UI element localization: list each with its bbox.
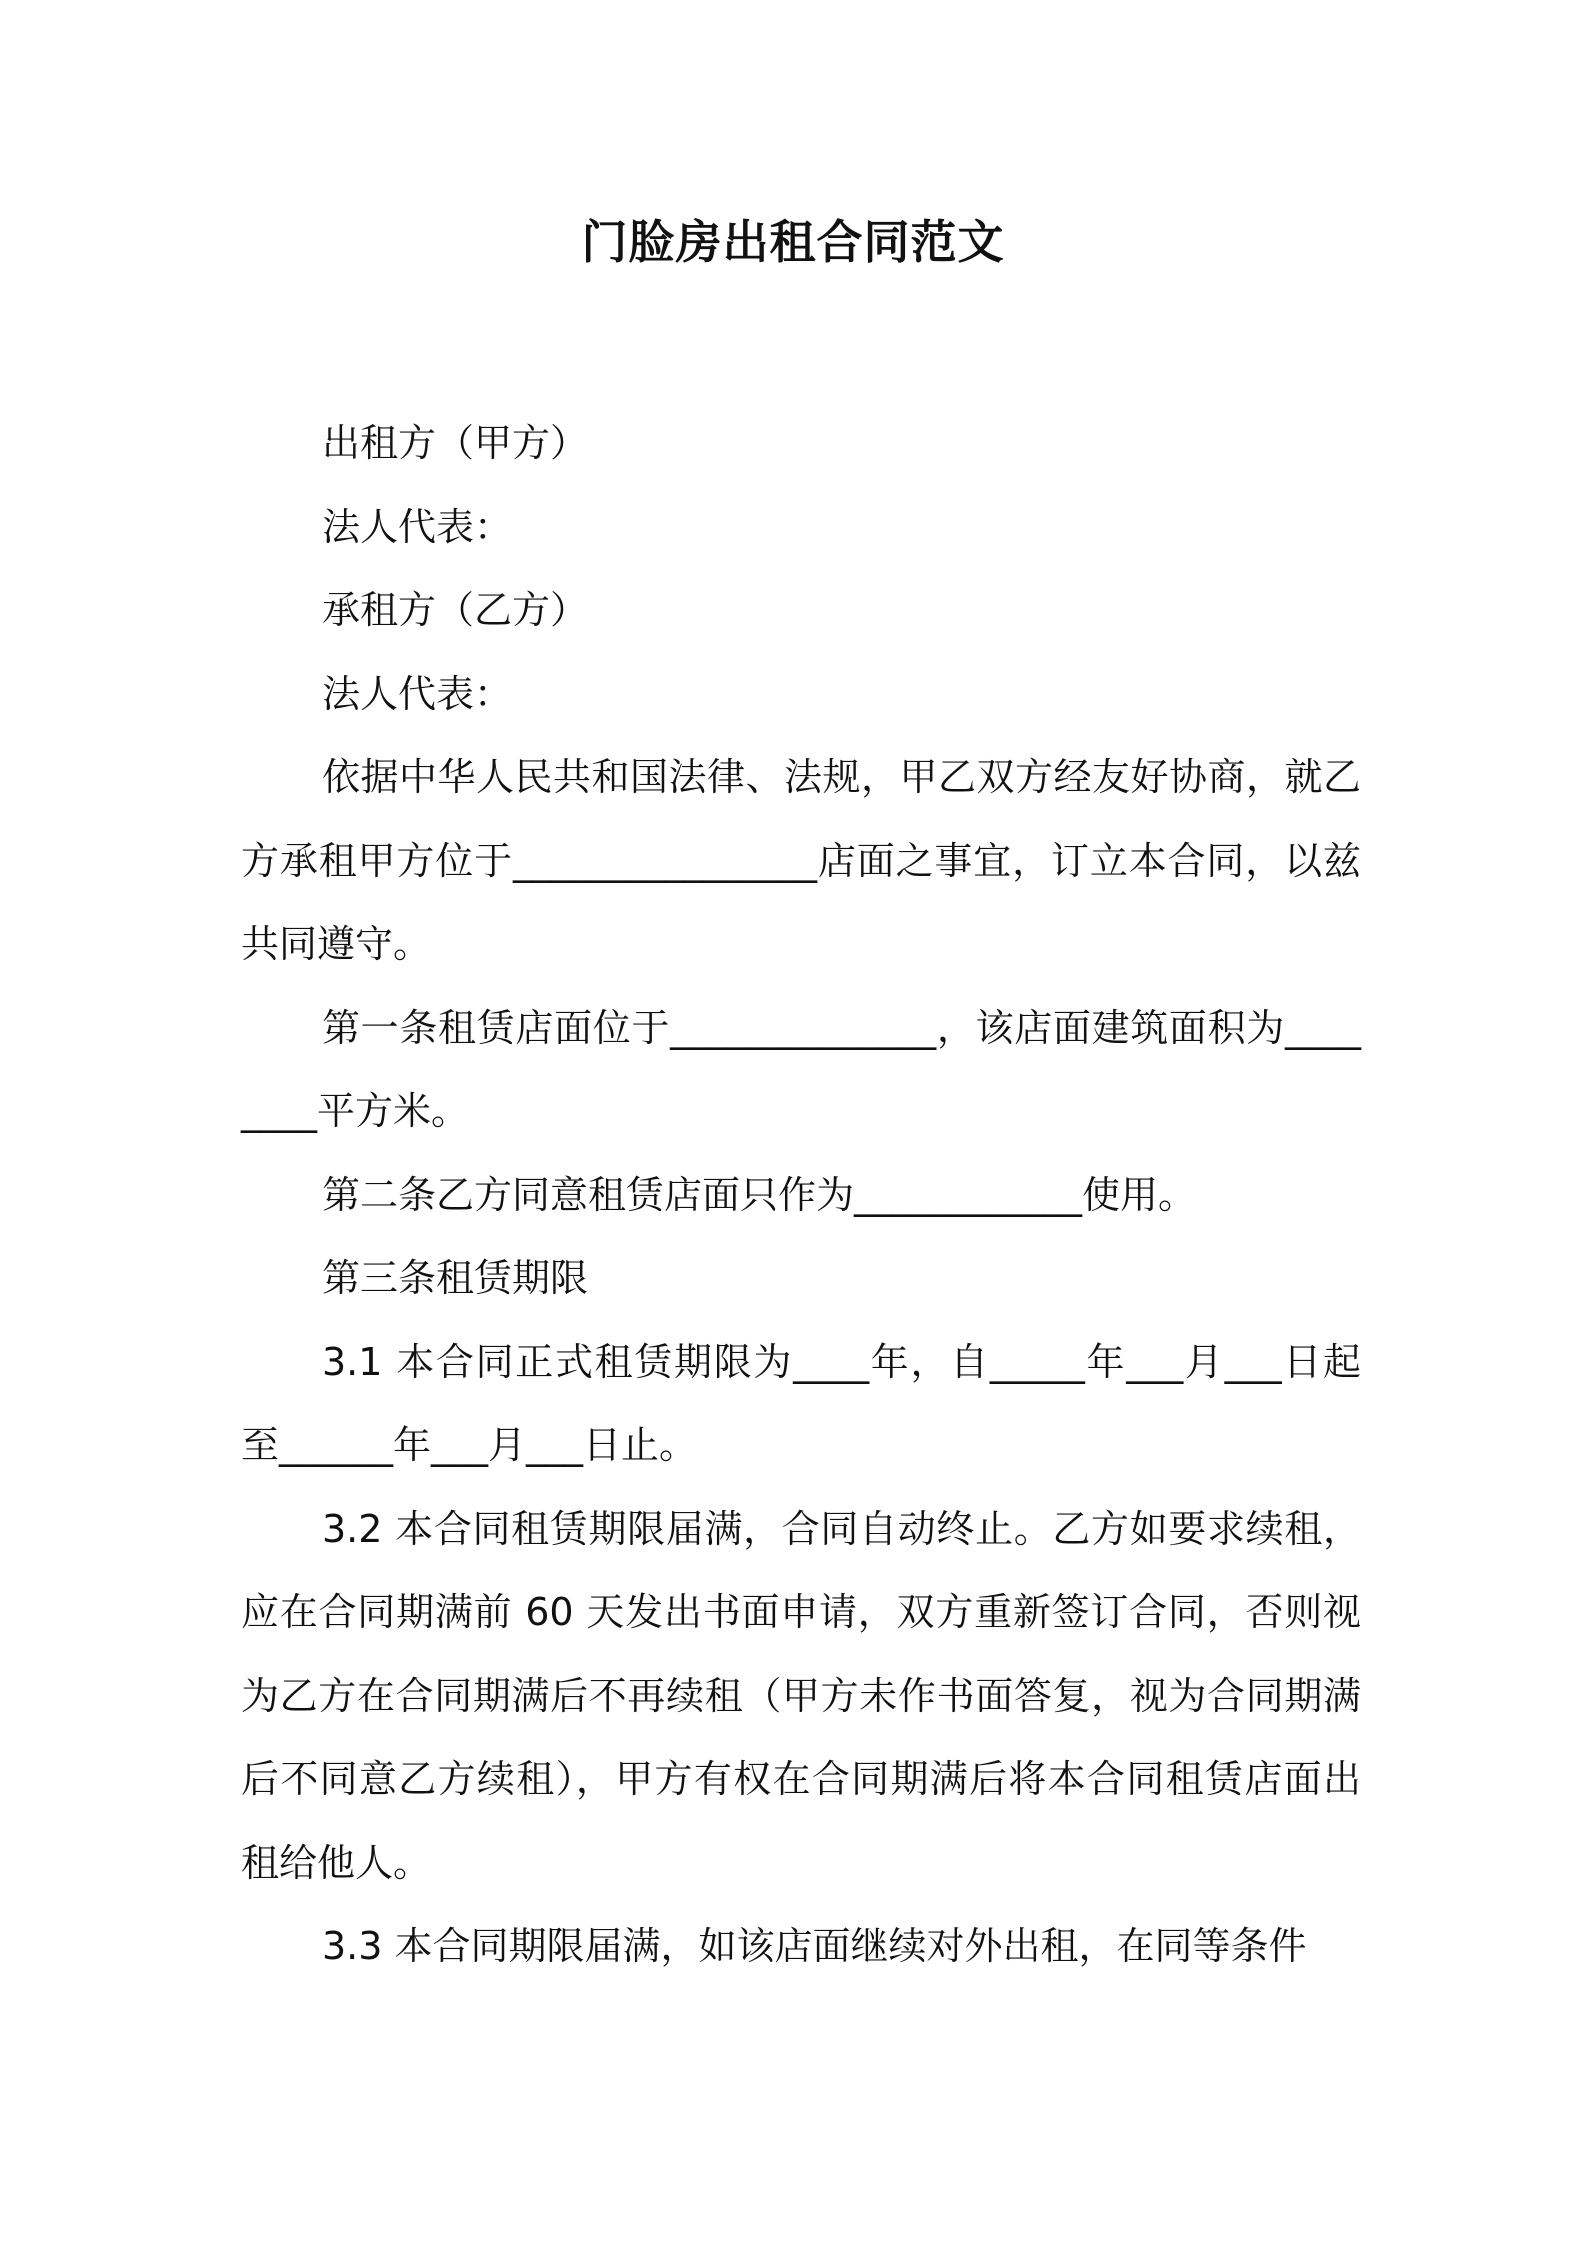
article-2-paragraph: 第二条乙方同意租赁店面只作为____________使用。 xyxy=(322,1172,1197,1217)
clause-3-2-paragraph: 3.2 本合同租赁期限届满，合同自动终止。乙方如要求续租，应在合同期满前 60 天发出书面申请，双方重新签订合同，否则视为乙方在合同期满后不再续租（甲方未作书面答复，视为合同期满后不同意乙方续租），甲方有权在合同期满后将本合同租赁店面出租给他人。 xyxy=(241,1506,1361,1885)
party-b-label: 承租方（乙方） xyxy=(322,588,589,632)
article-3-heading: 第三条租赁期限 xyxy=(322,1256,589,1300)
party-a-label: 出租方（甲方） xyxy=(322,421,589,465)
preamble-paragraph: 依据中华人民共和国法律、法规，甲乙双方经友好协商，就乙方承租甲方位于________________店面之事宜，订立本合同，以兹共同遵守。 xyxy=(241,755,1361,966)
party-b-representative: 法人代表： xyxy=(322,671,513,716)
clause-3-1-paragraph: 3.1 本合同正式租赁期限为____年，自_____年___月___日起至______年___月___日止。 xyxy=(241,1339,1361,1467)
party-a-representative: 法人代表： xyxy=(322,504,513,549)
document-title: 门脸房出租合同范文 xyxy=(581,215,1005,269)
document-body xyxy=(241,402,1361,1989)
clause-3-3-paragraph: 3.3 本合同期限届满，如该店面继续对外出租，在同等条件 xyxy=(322,1924,1307,1968)
article-1-paragraph: 第一条租赁店面位于______________，该店面建筑面积为________平方米。 xyxy=(241,1005,1361,1133)
